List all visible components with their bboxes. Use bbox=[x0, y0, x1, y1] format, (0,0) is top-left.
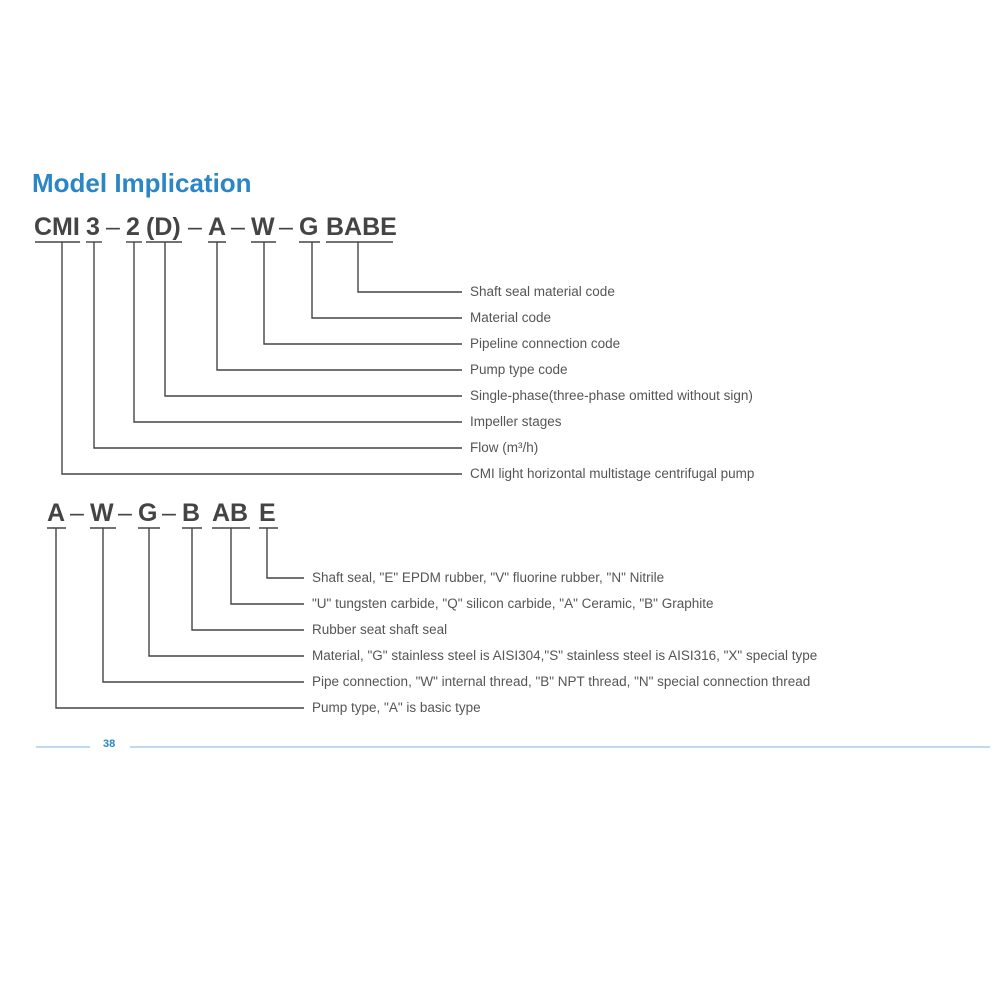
connector-impeller-stages bbox=[134, 242, 462, 422]
code-segment-seal-faces: AB bbox=[212, 499, 249, 527]
description-impeller-stages: Impeller stages bbox=[470, 414, 562, 429]
code-segment-pipe-connection: W bbox=[90, 499, 114, 527]
code-segment-stages: 2 bbox=[126, 213, 140, 241]
code-dash: – bbox=[188, 213, 202, 241]
connector-pipe-connection bbox=[103, 528, 304, 682]
connector-rubber-seat bbox=[192, 528, 304, 630]
code-segment-pump-type: A bbox=[47, 499, 66, 527]
code-segment-phase: (D) bbox=[146, 213, 181, 241]
description-material: Material, "G" stainless steel is AISI304,"S" stainless steel is AISI316, "X" special type bbox=[312, 648, 818, 663]
description-seal-faces: "U" tungsten carbide, "Q" silicon carbide, "A" Ceramic, "B" Graphite bbox=[312, 596, 714, 611]
description-shaft-seal-material: Shaft seal material code bbox=[470, 284, 615, 299]
description-pipeline-connection: Pipeline connection code bbox=[470, 336, 621, 351]
code-segment-cmi: CMI bbox=[34, 213, 80, 241]
description-flow: Flow (m³/h) bbox=[470, 440, 539, 455]
code-segment-rubber-seat: B bbox=[182, 499, 201, 527]
description-shaft-seal: Shaft seal, "E" EPDM rubber, "V" fluorine rubber, "N" Nitrile bbox=[312, 570, 665, 585]
code-segment-material: G bbox=[299, 213, 319, 241]
connector-single-phase bbox=[165, 242, 462, 396]
code-dash: – bbox=[70, 499, 84, 527]
description-pipe-connection: Pipe connection, "W" internal thread, "B" NPT thread, "N" special connection thread bbox=[312, 674, 811, 689]
description-single-phase: Single-phase(three-phase omitted without sign) bbox=[470, 388, 753, 403]
connector-flow bbox=[94, 242, 462, 448]
code-dash: – bbox=[279, 213, 293, 241]
code-segment-pump-type: A bbox=[208, 213, 227, 241]
connector-cmi bbox=[62, 242, 462, 474]
connector-material bbox=[312, 242, 462, 318]
page-title: Model Implication bbox=[32, 168, 252, 198]
code-segment-shaft-seal: E bbox=[259, 499, 276, 527]
description-pump-type: Pump type, "A" is basic type bbox=[312, 700, 481, 715]
code-dash: – bbox=[231, 213, 245, 241]
description-pump-type: Pump type code bbox=[470, 362, 568, 377]
page-number: 38 bbox=[103, 738, 116, 750]
connector-pipeline bbox=[264, 242, 462, 344]
code-segment-flow: 3 bbox=[86, 213, 100, 241]
description-cmi: CMI light horizontal multistage centrifugal pump bbox=[470, 466, 755, 481]
connector-shaft-seal-material bbox=[358, 242, 462, 292]
code-segment-pipeline: W bbox=[251, 213, 275, 241]
code-dash: – bbox=[162, 499, 176, 527]
connector-shaft-seal bbox=[267, 528, 304, 578]
connector-material bbox=[149, 528, 304, 656]
connector-pump-type bbox=[217, 242, 462, 370]
code-segment-material: G bbox=[138, 499, 158, 527]
description-material: Material code bbox=[470, 310, 552, 325]
code-dash: – bbox=[118, 499, 132, 527]
description-rubber-seat: Rubber seat shaft seal bbox=[312, 622, 448, 637]
code-dash: – bbox=[106, 213, 120, 241]
code-segment-shaft-seal: BABE bbox=[326, 213, 397, 241]
